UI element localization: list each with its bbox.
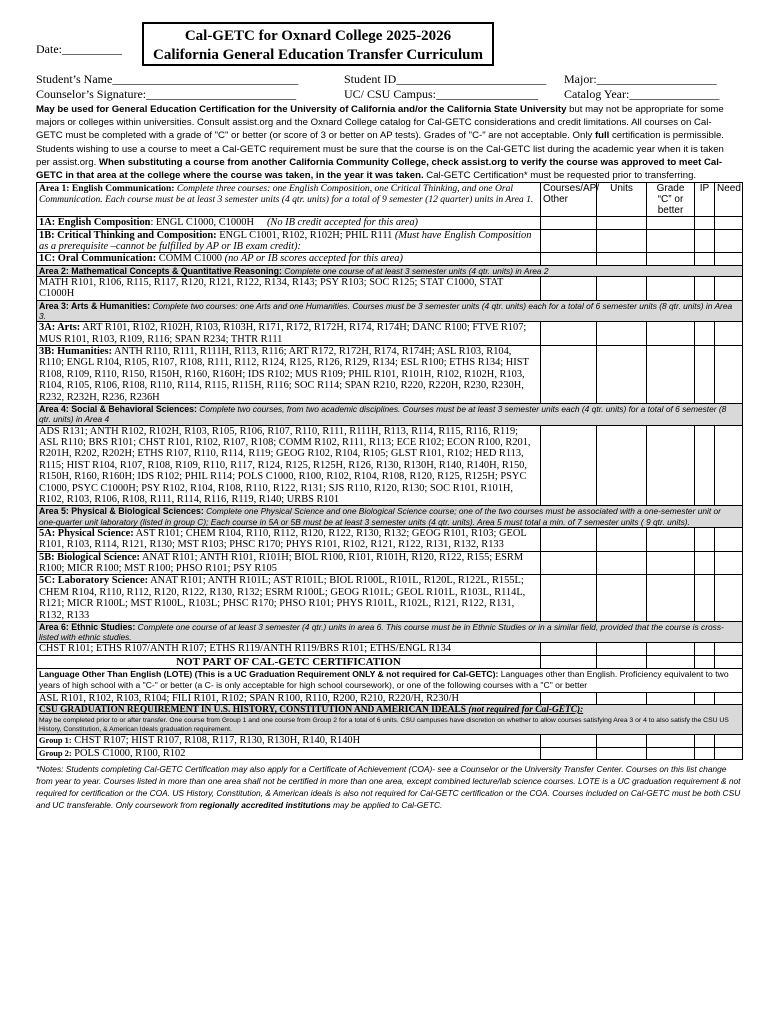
notes-bold: regionally accredited institutions: [199, 800, 331, 811]
csu-title: CSU GRADUATION REQUIREMENT IN U.S. HISTORY, CONSTITUTION AND AMERICAN IDEALS: [39, 705, 467, 716]
area5a-ip-cell[interactable]: [695, 527, 715, 551]
area5a-need-cell[interactable]: [715, 527, 743, 551]
area5a-row: [37, 527, 541, 551]
area1a-courses-cell[interactable]: [541, 217, 597, 229]
area5c-label: 5C: Laboratory Science:: [39, 575, 149, 587]
area3b-label: 3B: Humanities:: [39, 346, 113, 358]
area3b-grade-cell[interactable]: [647, 346, 695, 404]
csu-g1-ip-cell[interactable]: [695, 735, 715, 747]
area4-header: [37, 404, 743, 425]
csu-g1-need-cell[interactable]: [715, 735, 743, 747]
area3-title: Area 3: Arts & Humanities:: [39, 300, 151, 311]
area5b-need-cell[interactable]: [715, 551, 743, 575]
area1b-label: 1B: Critical Thinking and Composition:: [39, 229, 217, 241]
area2-title: Area 2: Mathematical Concepts & Quantitative Reasoning:: [39, 265, 282, 276]
intro-bold-1: May be used for General Education Certification for the University of California and/or the California State University: [36, 104, 567, 115]
title-box: [142, 22, 494, 66]
area1a-courses: : ENGL C1000, C1000H: [150, 217, 254, 229]
csu-group1-courses: CHST R107; HIST R107, R108, R117, R130, R130H, R140, R140H: [71, 735, 361, 747]
area6-title: Area 6: Ethnic Studies:: [39, 622, 136, 633]
area6-units-cell[interactable]: [597, 643, 647, 655]
intro-bold-2: full: [594, 130, 610, 142]
area3a-courses-cell[interactable]: [541, 322, 597, 346]
notes-text-1: *Notes: Students completing Cal-GETC Certification may also apply for a Certificate of Achievement (COA)- see a Counselor or the University Transfer Center. Courses on this list change from year to year. Courses listed in more than one area shall not be certified in more than one area, except combined lecture/lab science courses. LOTE is a UC graduation requirement & not required for certification or the COA. US History, Constitution, & American ideals is also not required for Cal-GETC certification or the COA. Courses included on Cal-GETC must be both CSU and UC transferable. Only coursework from: [36, 764, 741, 811]
csu-group2-label: Group 2:: [39, 748, 72, 758]
area1a-need-cell[interactable]: [715, 217, 743, 229]
area1c-note: (no AP or IB scores accepted for this area): [224, 253, 403, 265]
area5c-courses: ANAT R101; ANTH R101L; AST R101L; BIOL R100L, R101L, R120L, R122L, R155L; CHEM R104, R110, R112, R120, R122, R130, R132; ESRM R100L; GEOG R101L; GEOL R101L, R103L, R114L, R121; MICR R100L; MST R100L, R103L; PHSC R170; PHSO R101; PHYS R101L, R102L, R121, R122, R131, R132, R133: [39, 575, 526, 621]
csu-group2-row: [37, 747, 541, 759]
area3b-courses-cell[interactable]: [541, 346, 597, 404]
intro-text-1: but may not be appropriate for some majors or colleges within universities. Consult assist.org and the Oxnard College catalog for Cal-GETC considerations and credit limitations. All courses on Cal-GETC must be completed with a grade of "C" or better (or score of 3 or better on AP tests). Grades of "C-" are not acceptable. Only: [36, 104, 724, 142]
lote-courses: ASL R101, R102, R103, R104; FILI R101, R102; SPAN R100, R110, R200, R210, R220/H, R230/H: [37, 692, 541, 704]
area6-grade-cell[interactable]: [647, 643, 695, 655]
area4-ip-cell[interactable]: [695, 425, 715, 506]
intro-paragraph: [36, 103, 736, 182]
area5b-row: [37, 551, 541, 575]
csu-title-note: (not required for Cal-GETC):: [466, 705, 584, 716]
area3a-courses: ART R101, R102, R102H, R103, R103H, R171, R172, R172H, R174, R174H; DANC R100; FTVE R107; MUS R101, R103, R109, R116; SPAN R234; THTR R111: [39, 322, 527, 345]
notes-text-2: may be applied to Cal-GETC.: [330, 800, 443, 811]
csu-desc: May be completed prior to or after transfer. One course from Group 1 and one course from Group 2 for a total of 6 units. CSU campuses have discretion on whether to allow courses satisfying Area 3 or 4 to also satisfy the CSU US History, Constitution, & American Ideals graduation requirement.: [39, 717, 729, 734]
area6-ip-cell[interactable]: [695, 643, 715, 655]
area1b-row: [37, 229, 541, 253]
major-field[interactable]: Major:____________________: [564, 72, 717, 86]
area1-title: Area 1: English Communication:: [39, 183, 175, 195]
area2-ip-cell[interactable]: [695, 277, 715, 301]
col-units: Units: [597, 183, 647, 217]
campus-field[interactable]: UC/ CSU Campus:_________________: [344, 87, 539, 101]
catalog-year-field[interactable]: Catalog Year:_______________: [564, 87, 720, 101]
area1c-need-cell[interactable]: [715, 253, 743, 265]
area5c-courses-cell[interactable]: [541, 575, 597, 622]
intro-bold-3: When substituting a course from another California Community College, check assist.org to verify the course was approved to meet Cal-GETC in that area at the college where the course was taken, in the year it was taken.: [36, 156, 723, 182]
area1c-courses: COMM C1000: [156, 253, 225, 265]
area1c-units-cell[interactable]: [597, 253, 647, 265]
area4-courses-cell[interactable]: [541, 425, 597, 506]
area4-title: Area 4: Social & Behavioral Sciences:: [39, 404, 197, 415]
area3b-row: [37, 346, 541, 404]
area3a-units-cell[interactable]: [597, 322, 647, 346]
area3a-grade-cell[interactable]: [647, 322, 695, 346]
area5c-ip-cell[interactable]: [695, 575, 715, 622]
area6-need-cell[interactable]: [715, 643, 743, 655]
area5b-courses-cell[interactable]: [541, 551, 597, 575]
csu-g2-grade-cell[interactable]: [647, 747, 695, 759]
area3a-label: 3A: Arts:: [39, 322, 81, 334]
intro-text-3: Cal-GETC Certification* must be requested prior to transferring.: [423, 170, 697, 182]
area1b-need-cell[interactable]: [715, 229, 743, 253]
footnotes: [36, 763, 742, 811]
counselor-signature-field[interactable]: Counselor’s Signature:_________________________: [36, 87, 297, 101]
area1c-courses-cell[interactable]: [541, 253, 597, 265]
area1c-grade-cell[interactable]: [647, 253, 695, 265]
area2-courses-cell[interactable]: [541, 277, 597, 301]
area5a-courses-cell[interactable]: [541, 527, 597, 551]
area3b-courses: ANTH R110, R111, R111H, R113, R116; ART R172, R172H, R174, R174H; ASL R103, R104, R110; ENGL R104, R105, R107, R108, R111, R112, R124, R125, R126, R129, R134; ESL R100; ETHS R134; HIST R108, R109, R110, R150, R150H, R160, R160H; IDS R102; MUS R109; PHIL R101, R101H, R102, R102H, R103, R104, R105, R106, R108, R110, R114, R115, R115H, R116; SOC R114; SPAN R210, R220, R220H, R230, R230H, R232, R232H, R236, R236H: [39, 346, 529, 403]
area5-header: [37, 506, 743, 527]
csu-group1-label: Group 1:: [39, 736, 72, 746]
area1a-grade-cell[interactable]: [647, 217, 695, 229]
intro-text-2: certification is permissible. Students wishing to use a course to meet a Cal-GETC requirement must be sure that the course is on the Cal-GETC list during the academic year when it is taken per assist.org.: [36, 130, 724, 168]
area5c-row: [37, 575, 541, 622]
title-line-1: Cal-GETC for Oxnard College 2025-2026: [184, 28, 452, 44]
area5c-need-cell[interactable]: [715, 575, 743, 622]
area1b-units-cell[interactable]: [597, 229, 647, 253]
date-field[interactable]: Date:__________: [36, 42, 122, 56]
col-need: Need: [715, 183, 743, 217]
lote-desc: Languages other than English. Proficiency equivalent to two years of high school with a "C-" or better (a C- is only acceptable for high school coursework), or one of the following courses with a "C" or better: [39, 668, 729, 691]
area4-desc: Complete two courses, from two academic disciplines. Courses must be at least 3 semester units each (4 qtr. units) for a total of 6 semester (8 qtr. units) in Area 4: [39, 404, 727, 425]
area6-desc: Complete one course of at least 3 semester (4 qtr.) units in area 6. This course must be in Ethnic Studies or in a similar field, provided that the course is cross-listed with ethnic studies.: [39, 622, 724, 643]
area3-desc: Complete two courses: one Arts and one Humanities. Courses must be 3 semester units (4 qtr. units) each for a total of 6 semester units (8 qtr. units) in Area 3.: [39, 300, 733, 322]
area5-title: Area 5: Physical & Biological Sciences:: [39, 506, 204, 517]
area1b-ip-cell[interactable]: [695, 229, 715, 253]
area1a-note: (No IB credit accepted for this area): [266, 217, 418, 229]
area1b-grade-cell[interactable]: [647, 229, 695, 253]
area6-courses: CHST R101; ETHS R107/ANTH R107; ETHS R119/ANTH R119/BRS R101; ETHS/ENGL R134: [37, 643, 541, 655]
lote-courses-cell[interactable]: [541, 692, 597, 704]
area3a-need-cell[interactable]: [715, 322, 743, 346]
csu-group2-courses: POLS C1000, R100, R102: [71, 747, 186, 759]
form-page: [36, 22, 741, 811]
lote-title: Language Other Than English (LOTE) (This is a UC Graduation Requirement ONLY & not required for Cal-GETC):: [39, 668, 499, 679]
area2-courses: MATH R101, R106, R115, R117, R120, R121, R122, R134, R143; PSY R103; SOC R125; STAT C1000, STAT C1000H: [37, 277, 541, 301]
title-line-2: California General Education Transfer Curriculum: [153, 47, 483, 63]
area4-grade-cell[interactable]: [647, 425, 695, 506]
area2-header: [37, 265, 743, 276]
area3b-units-cell[interactable]: [597, 346, 647, 404]
lote-header: [37, 668, 743, 692]
area1c-ip-cell[interactable]: [695, 253, 715, 265]
area5c-grade-cell[interactable]: [647, 575, 695, 622]
csu-g2-units-cell[interactable]: [597, 747, 647, 759]
student-name-field[interactable]: Student’s Name_______________________________: [36, 72, 299, 86]
area4-courses: ADS R131; ANTH R102, R102H, R103, R105, R106, R107, R110, R111, R111H, R113, R114, R115, R116, R119; ASL R110; BRS R101; CHST R101, R102, R107, R108; COMM R102, R111, R113; ECE R102; ECON R100, R201, R201H, R202, R202H; ETHS R107, R110, R114, R119; GEOG R102, R104, R105; GLST R101, R102; HED R113, R115; HIST R104, R107, R108, R109, R110, R117, R124, R125, R125H, R126, R130, R130H, R140, R140H, R150, R150H, R160, R160H; IDS R102; PHIL R114; POLS C1000, R100, R102, R104, R108, R120, R125, R125H; PSYC C1000, PSYC C1000H; PSY R102, R104, R108, R110, R122, R131; SJS R110, R120, R130; SOC R101, R101H, R102, R103, R106, R108, R111, R114, R116, R119, R140; URBS R101: [37, 425, 541, 506]
student-info: [36, 72, 736, 102]
area3b-ip-cell[interactable]: [695, 346, 715, 404]
area1a-label: 1A: English Composition: [39, 217, 151, 229]
area5b-label: 5B: Biological Science:: [39, 551, 141, 563]
area1b-courses-cell[interactable]: [541, 229, 597, 253]
area1-desc: Complete three courses: one English Composition, one Critical Thinking, and one Oral Communication. Each course must be at least 3 semester units (4 qtr. units) for a total of 9 semester (12 quarter) units in Area 1.: [39, 183, 534, 206]
area1a-ip-cell[interactable]: [695, 217, 715, 229]
col-courses: Courses/AP/ Other: [541, 183, 597, 217]
header: [36, 22, 736, 72]
csu-header: [37, 705, 743, 735]
area1-header: [37, 183, 541, 217]
area2-grade-cell[interactable]: [647, 277, 695, 301]
area5b-units-cell[interactable]: [597, 551, 647, 575]
csu-group1-row: [37, 735, 541, 747]
area1a-row: [37, 217, 541, 229]
area1b-note: (Must have English Composition as a prerequisite –cannot be fulfilled by AP or IB exam credit):: [39, 229, 532, 253]
student-id-field[interactable]: Student ID_________________________: [344, 72, 547, 86]
lote-ip-cell[interactable]: [695, 692, 715, 704]
area5-desc: Complete one Physical Science and one Biological Science course; one of the two courses must be associated with a one-semester unit or one-quarter unit laboratory (listed in group C); Each course in 5A or 5B must be at least 3 semester units (4 qtr. units). Area 5 must total a min. of 7 semester units ( 9 qtr. units).: [39, 506, 721, 527]
area5a-grade-cell[interactable]: [647, 527, 695, 551]
lote-need-cell[interactable]: [715, 692, 743, 704]
col-ip: IP: [695, 183, 715, 217]
area4-units-cell[interactable]: [597, 425, 647, 506]
csu-g1-courses-cell[interactable]: [541, 735, 597, 747]
csu-g1-units-cell[interactable]: [597, 735, 647, 747]
area5a-units-cell[interactable]: [597, 527, 647, 551]
area6-courses-cell[interactable]: [541, 643, 597, 655]
area6-header: [37, 622, 743, 643]
area5a-courses: AST R101; CHEM R104, R110, R112, R120, R122, R130, R132; GEOG R101, R103; GEOL R101, R103, R114, R121, R130; MST R103; PHSC R170; PHYS R101, R102, R121, R122, R131, R132, R133: [39, 527, 527, 551]
area5b-ip-cell[interactable]: [695, 551, 715, 575]
area5b-grade-cell[interactable]: [647, 551, 695, 575]
area5b-courses: ANAT R101; ANTH R101, R101H; BIOL R100, R101, R101H, R120, R122, R155; ESRM R100; MICR R100; MST R100; PHSO R101; PSY R105: [39, 551, 524, 574]
area1c-row: [37, 253, 541, 265]
col-grade: Grade “C” or better: [647, 183, 695, 217]
area4-need-cell[interactable]: [715, 425, 743, 506]
csu-g2-ip-cell[interactable]: [695, 747, 715, 759]
area3-header: [37, 300, 743, 321]
area1b-courses: ENGL C1001, R102, R102H; PHIL R111: [216, 229, 395, 241]
area1a-units-cell[interactable]: [597, 217, 647, 229]
area2-desc: Complete one course of at least 3 semester units (4 qtr. units) in Area 2: [281, 265, 549, 276]
csu-g1-grade-cell[interactable]: [647, 735, 695, 747]
requirements-table: [36, 182, 743, 760]
area2-need-cell[interactable]: [715, 277, 743, 301]
area3a-row: [37, 322, 541, 346]
area5c-units-cell[interactable]: [597, 575, 647, 622]
area2-units-cell[interactable]: [597, 277, 647, 301]
csu-g2-need-cell[interactable]: [715, 747, 743, 759]
csu-g2-courses-cell[interactable]: [541, 747, 597, 759]
lote-grade-cell[interactable]: [647, 692, 695, 704]
area5a-label: 5A: Physical Science:: [39, 527, 134, 539]
not-part-banner: NOT PART OF CAL-GETC CERTIFICATION: [37, 655, 541, 668]
area3b-need-cell[interactable]: [715, 346, 743, 404]
lote-units-cell[interactable]: [597, 692, 647, 704]
area1c-label: 1C: Oral Communication:: [39, 253, 157, 265]
area3a-ip-cell[interactable]: [695, 322, 715, 346]
